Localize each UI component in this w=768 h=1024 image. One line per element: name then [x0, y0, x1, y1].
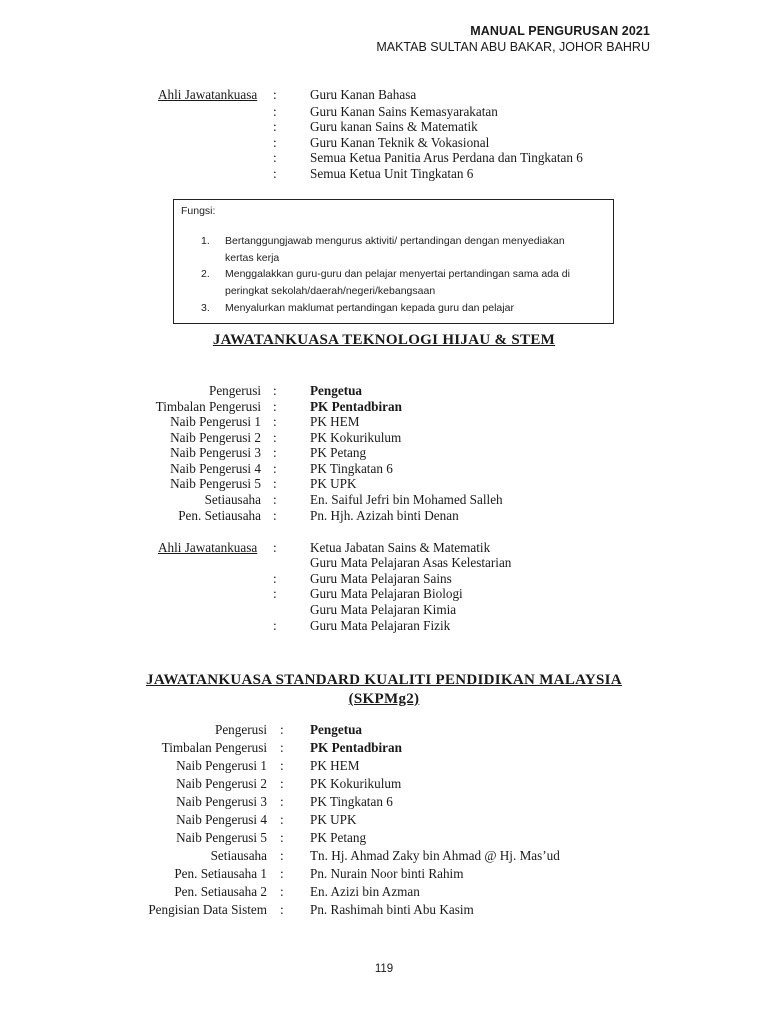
role-value: PK Pentadbiran — [310, 399, 402, 414]
colon: : — [273, 492, 277, 507]
colon: : — [280, 902, 284, 917]
colon: : — [280, 776, 284, 791]
role-value: PK HEM — [310, 758, 360, 773]
member-value: Guru Kanan Sains Kemasyarakatan — [310, 104, 498, 119]
section-title-skpm-sub: (SKPMg2) — [348, 691, 420, 707]
role-value: PK Petang — [310, 445, 367, 460]
ahli-row — [0, 555, 768, 571]
role-label: Naib Pengerusi 3 — [170, 445, 261, 460]
committee-row — [0, 383, 768, 399]
colon: : — [273, 430, 277, 445]
member-value: Semua Ketua Panitia Arus Perdana dan Tingkatan 6 — [310, 150, 583, 165]
committee-row — [0, 812, 768, 828]
role-label: Timbalan Pengerusi — [161, 740, 267, 755]
colon: : — [273, 119, 277, 134]
role-value: PK Petang — [310, 830, 367, 845]
fungsi-num: 1. — [201, 235, 210, 247]
role-label: Naib Pengerusi 4 — [170, 461, 261, 476]
committee-row — [0, 758, 768, 774]
fungsi-line: peringkat sekolah/daerah/negeri/kebangsaan — [225, 284, 436, 297]
role-value: PK Tingkatan 6 — [310, 461, 393, 476]
committee-row — [0, 776, 768, 792]
fungsi-num: 2. — [201, 268, 210, 280]
role-label: Pen. Setiausaha 2 — [174, 884, 267, 899]
ahli-label: Ahli Jawatankuasa — [158, 540, 258, 555]
section-title-skpm: JAWATANKUASA STANDARD KUALITI PENDIDIKAN MALAYSIA — [146, 672, 622, 688]
role-value: PK Kokurikulum — [310, 776, 402, 791]
colon: : — [273, 461, 277, 476]
ahli-row-5 — [0, 150, 768, 166]
role-label: Naib Pengerusi 3 — [176, 794, 267, 809]
section-title-hijau: JAWATANKUASA TEKNOLOGI HIJAU & STEM — [212, 332, 556, 348]
fungsi-text — [225, 233, 615, 266]
role-label: Setiausaha — [210, 848, 267, 863]
colon: : — [273, 383, 277, 398]
member-value: Ketua Jabatan Sains & Matematik — [310, 540, 491, 555]
role-value: PK Kokurikulum — [310, 430, 402, 445]
committee-row — [0, 508, 768, 524]
member-value: Semua Ketua Unit Tingkatan 6 — [310, 166, 474, 181]
colon: : — [280, 740, 284, 755]
committee-row — [0, 794, 768, 810]
colon: : — [273, 445, 277, 460]
member-value: Guru Mata Pelajaran Asas Kelestarian — [310, 555, 512, 570]
committee-row — [0, 476, 768, 492]
member-value: Guru kanan Sains & Matematik — [310, 119, 478, 134]
ahli-row-1 — [0, 87, 768, 103]
member-value: Guru Mata Pelajaran Fizik — [310, 618, 451, 633]
ahli-row-2 — [0, 104, 768, 120]
member-value: Guru Mata Pelajaran Biologi — [310, 586, 463, 601]
colon: : — [273, 150, 277, 165]
role-label: Pengerusi — [208, 383, 261, 398]
role-value: Pengetua — [310, 383, 363, 398]
colon: : — [280, 848, 284, 863]
colon: : — [280, 866, 284, 881]
committee-row — [0, 445, 768, 461]
committee-row — [0, 848, 768, 864]
role-value: En. Azizi bin Azman — [310, 884, 420, 899]
colon: : — [273, 618, 277, 633]
colon: : — [280, 758, 284, 773]
committee-row — [0, 461, 768, 477]
role-label: Timbalan Pengerusi — [155, 399, 261, 414]
role-label: Setiausaha — [204, 492, 261, 507]
ahli-row-4 — [0, 135, 768, 151]
fungsi-title: Fungsi: — [181, 205, 216, 217]
role-value: PK Pentadbiran — [310, 740, 402, 755]
role-value: PK HEM — [310, 414, 360, 429]
role-value: Pn. Hjh. Azizah binti Denan — [310, 508, 459, 523]
role-label: Pengerusi — [214, 722, 267, 737]
ahli-row — [0, 571, 768, 587]
role-value: Pn. Nurain Noor binti Rahim — [310, 866, 464, 881]
colon: : — [273, 399, 277, 414]
role-label: Naib Pengerusi 2 — [176, 776, 267, 791]
role-value: PK Tingkatan 6 — [310, 794, 393, 809]
role-label: Pengisian Data Sistem — [148, 902, 267, 917]
ahli-row — [0, 540, 768, 556]
fungsi-box — [173, 199, 614, 324]
colon: : — [273, 476, 277, 491]
colon: : — [273, 166, 277, 181]
role-value: Pn. Rashimah binti Abu Kasim — [310, 902, 474, 917]
fungsi-line: Bertanggungjawab mengurus aktiviti/ pertandingan dengan menyediakan — [225, 235, 565, 247]
header-school: MAKTAB SULTAN ABU BAKAR, JOHOR BAHRU — [376, 40, 650, 54]
colon: : — [273, 571, 277, 586]
ahli-row — [0, 618, 768, 634]
committee-row — [0, 740, 768, 756]
committee-row — [0, 722, 768, 738]
colon: : — [273, 87, 277, 102]
ahli-row-6 — [0, 166, 768, 182]
colon: : — [273, 104, 277, 119]
page-number: 119 — [374, 963, 394, 975]
colon: : — [273, 540, 277, 555]
committee-row — [0, 399, 768, 415]
role-label: Naib Pengerusi 4 — [176, 812, 267, 827]
role-value: En. Saiful Jefri bin Mohamed Salleh — [310, 492, 503, 507]
role-value: Pengetua — [310, 722, 363, 737]
fungsi-text: Menyalurkan maklumat pertandingan kepada guru dan pelajar — [225, 302, 514, 314]
fungsi-line: kertas kerja — [225, 251, 280, 264]
committee-row — [0, 414, 768, 430]
colon: : — [280, 794, 284, 809]
member-value: Guru Mata Pelajaran Kimia — [310, 602, 457, 617]
role-label: Naib Pengerusi 1 — [170, 414, 261, 429]
ahli-row — [0, 602, 768, 618]
fungsi-text — [225, 266, 615, 299]
colon: : — [280, 812, 284, 827]
colon: : — [280, 722, 284, 737]
colon: : — [273, 508, 277, 523]
colon: : — [280, 884, 284, 899]
role-label: Naib Pengerusi 1 — [176, 758, 267, 773]
fungsi-num: 3. — [201, 302, 210, 314]
role-label: Pen. Setiausaha — [178, 508, 261, 523]
colon: : — [280, 830, 284, 845]
colon: : — [273, 586, 277, 601]
role-label: Naib Pengerusi 2 — [170, 430, 261, 445]
committee-row — [0, 830, 768, 846]
member-value: Guru Mata Pelajaran Sains — [310, 571, 452, 586]
role-value: PK UPK — [310, 476, 357, 491]
member-value: Guru Kanan Bahasa — [310, 87, 417, 102]
committee-row — [0, 866, 768, 882]
ahli-row — [0, 586, 768, 602]
role-value: Tn. Hj. Ahmad Zaky bin Ahmad @ Hj. Mas’ud — [310, 848, 560, 863]
committee-row — [0, 902, 768, 918]
role-label: Naib Pengerusi 5 — [176, 830, 267, 845]
role-label: Naib Pengerusi 5 — [170, 476, 261, 491]
committee-row — [0, 492, 768, 508]
colon: : — [273, 414, 277, 429]
committee-row — [0, 884, 768, 900]
header-title: MANUAL PENGURUSAN 2021 — [470, 24, 650, 38]
role-value: PK UPK — [310, 812, 357, 827]
fungsi-line: Menggalakkan guru-guru dan pelajar menyertai pertandingan sama ada di — [225, 268, 570, 280]
role-label: Pen. Setiausaha 1 — [174, 866, 267, 881]
colon: : — [273, 135, 277, 150]
ahli-row-3 — [0, 119, 768, 135]
committee-row — [0, 430, 768, 446]
member-value: Guru Kanan Teknik & Vokasional — [310, 135, 490, 150]
ahli-label: Ahli Jawatankuasa — [158, 87, 258, 102]
